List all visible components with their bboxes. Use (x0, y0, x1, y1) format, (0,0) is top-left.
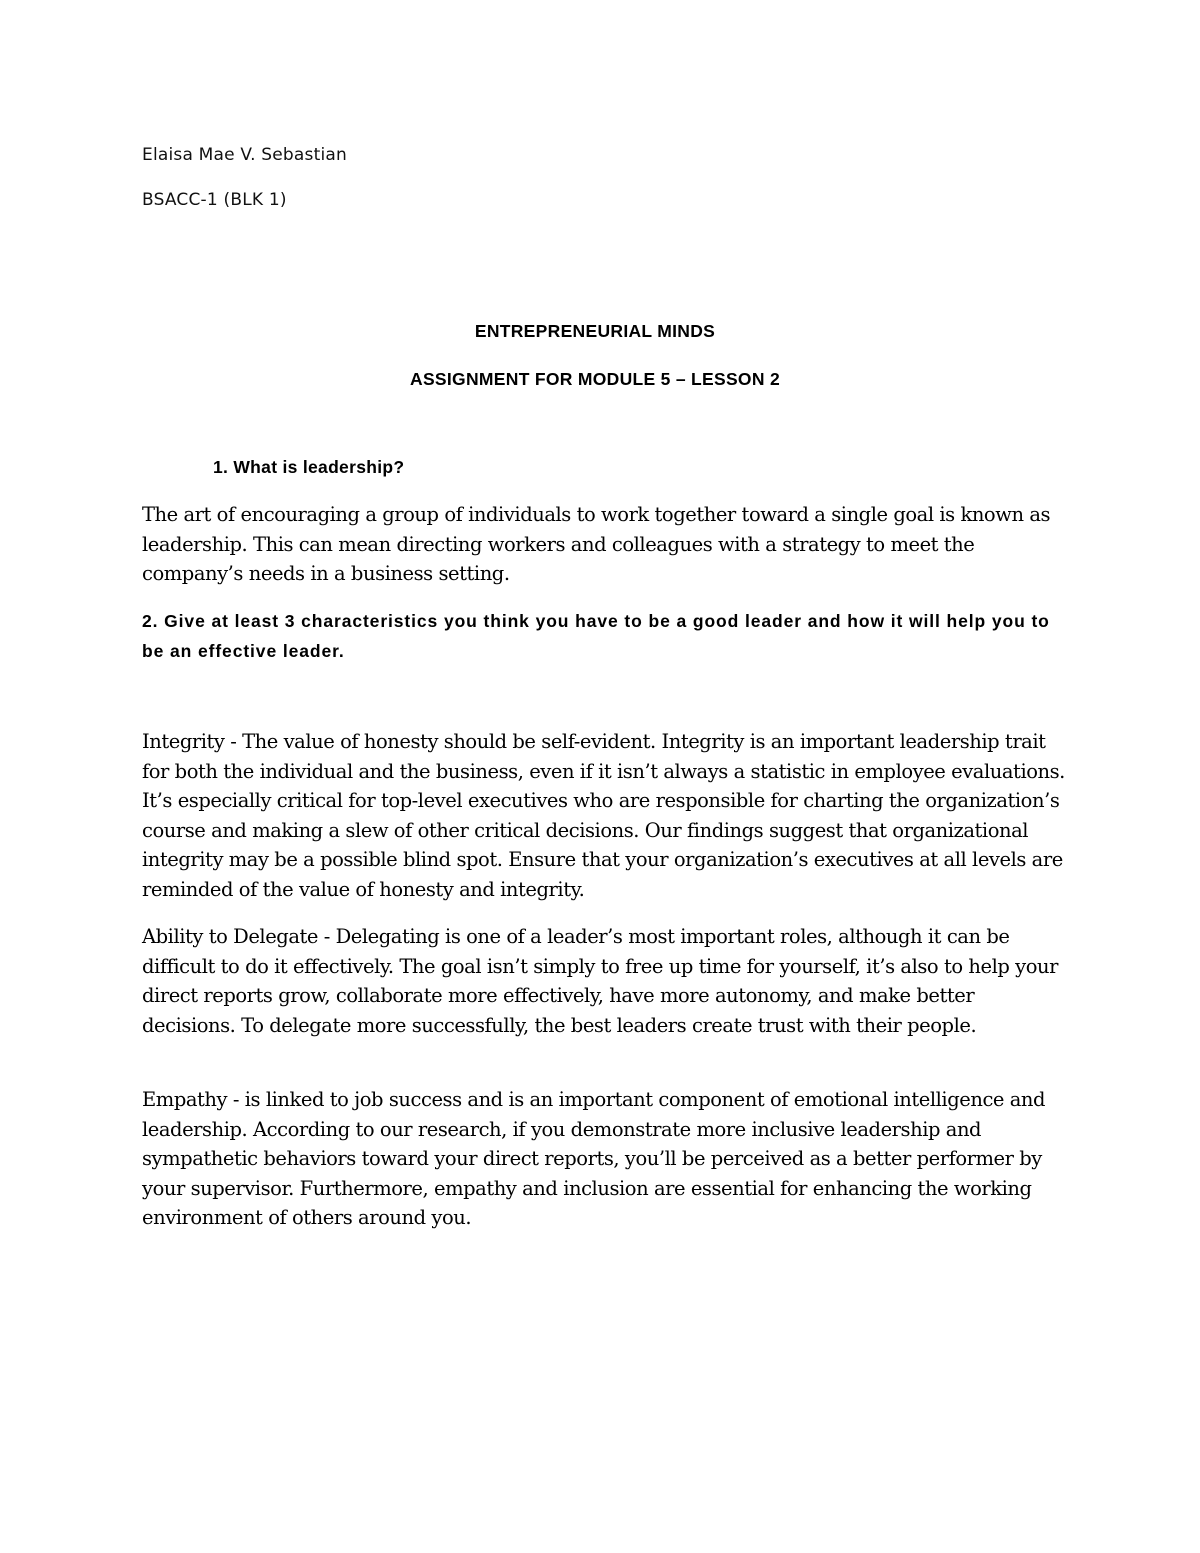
answer-empathy: Empathy - is linked to job success and is an important component of emotional intelligence and leadership. According to our research, if you demonstrate more inclusive leadership and sympathetic behaviors toward your direct reports, you’ll be perceived as a better performer by your supervisor. Furthermore, empathy and inclusion are essential for enhancing the working environment of others around you. (142, 1088, 1046, 1229)
student-name: Elaisa Mae V. Sebastian (142, 145, 347, 165)
answer-1: The art of encouraging a group of individuals to work together toward a single goal is known as leadership. This can mean directing workers and colleagues with a strategy to meet the company’s needs in a business setting. (142, 503, 1051, 585)
course-title: ENTREPRENEURIAL MINDS (474, 321, 716, 341)
question-1: 1. What is leadership? (213, 457, 405, 477)
answer-integrity: Integrity - The value of honesty should be self-evident. Integrity is an important leadership trait for both the individual and the business, even if it isn’t always a statistic in employee evaluations. It’s especially critical for top-level executives who are responsible for charting the organization’s course and making a slew of other critical decisions. Our findings suggest that organizational integrity may be a possible blind spot. Ensure that your organization’s executives at all levels are reminded of the value of honesty and integrity. (142, 730, 1065, 901)
student-section: BSACC-1 (BLK 1) (142, 190, 287, 210)
question-2: 2. Give at least 3 characteristics you think you have to be a good leader and how it will help you to be an effective leader. (142, 611, 1050, 661)
assignment-title: ASSIGNMENT FOR MODULE 5 – LESSON 2 (410, 369, 780, 389)
answer-ability-to-delegate: Ability to Delegate - Delegating is one of a leader’s most important roles, although it can be difficult to do it effectively. The goal isn’t simply to free up time for yourself, it’s also to help your direct reports grow, collaborate more effectively, have more autonomy, and make better decisions. To delegate more successfully, the best leaders create trust with their people. (142, 925, 1058, 1037)
